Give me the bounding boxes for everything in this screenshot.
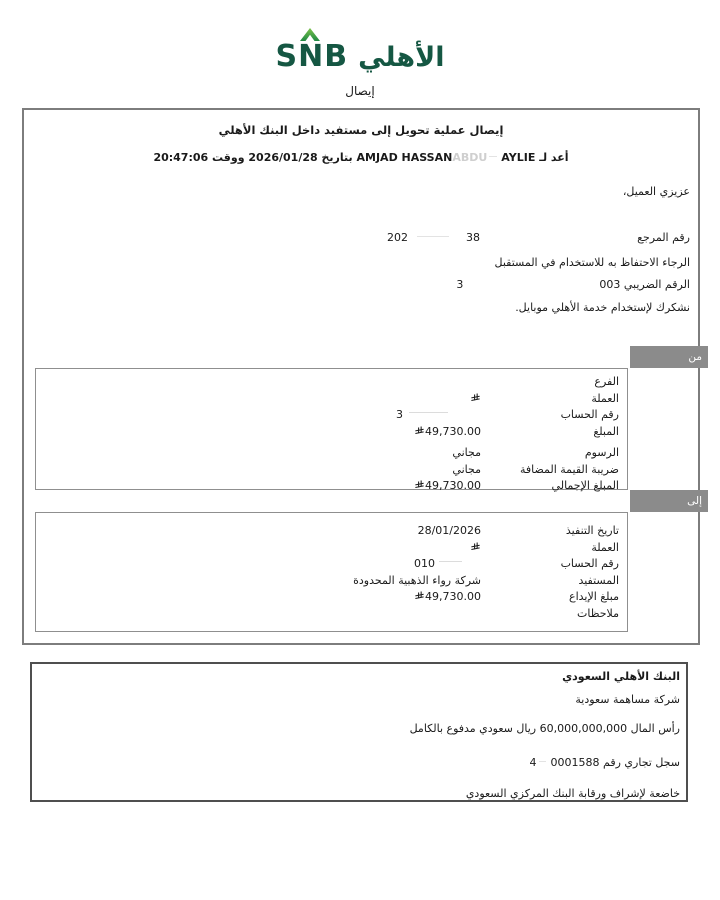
detail-row	[36, 407, 627, 424]
greeting: عزيزي العميل،	[622, 185, 690, 198]
reference-value: 202 38	[387, 231, 480, 244]
tax-line	[456, 278, 698, 291]
field-label: العملة	[591, 391, 619, 405]
snb-wordmark: SNB	[275, 39, 349, 74]
field-value: 49,730.00	[415, 589, 481, 606]
tax-label: الرقم الضريبي	[623, 278, 690, 291]
field-label: ضريبة القيمة المضافة	[519, 462, 619, 476]
detail-row	[36, 523, 627, 540]
detail-row	[36, 445, 627, 462]
customer-name: AMJAD HASSANABDU AYLIE	[356, 151, 536, 164]
sar-currency-icon	[415, 590, 425, 603]
field-label: المستفيد	[578, 573, 619, 587]
field-value: 49,730.00	[415, 478, 481, 495]
detail-row	[36, 589, 627, 606]
field-label: رقم الحساب	[560, 408, 619, 421]
field-label: تاريخ التنفيذ	[565, 524, 619, 537]
reference-label: رقم المرجع	[637, 231, 690, 244]
receipt-time: 20:47:06	[153, 151, 209, 164]
receipt-date: 2026/01/28	[248, 151, 318, 164]
to-details-box	[35, 512, 628, 632]
alahli-arabic-wordmark: الأهلي	[358, 42, 445, 73]
detail-row	[36, 478, 627, 495]
field-value	[471, 540, 481, 557]
field-label: العملة	[591, 540, 619, 554]
receipt-label: إيصال	[345, 84, 375, 98]
detail-row	[36, 573, 627, 590]
field-value: 28/01/2026	[417, 524, 481, 537]
thanks-line: نشكرك لإستخدام خدمة الأهلي موبايل.	[515, 301, 690, 314]
field-value: 49,730.00	[415, 424, 481, 441]
detail-row	[36, 391, 627, 408]
field-label: المبلغ الإجمالي	[551, 479, 619, 492]
prepared-prefix: أعد لـ	[539, 151, 569, 164]
cr-number: 4 0001588	[529, 755, 600, 769]
reference-row	[24, 231, 698, 247]
sar-currency-icon	[415, 479, 425, 492]
sar-currency-icon	[471, 541, 481, 554]
from-section-tab: من	[630, 346, 708, 368]
field-value: 3	[396, 407, 481, 424]
detail-row	[36, 424, 627, 441]
field-value: شركة رواء الذهبية المحدودة	[353, 573, 481, 587]
field-label: المبلغ	[593, 424, 619, 438]
customer-name-redacted: ABDU	[452, 151, 488, 164]
footer-cr-line	[38, 756, 680, 771]
redaction-gap	[537, 758, 551, 766]
tax-value: 3 003	[456, 278, 620, 291]
field-value: 010	[414, 556, 481, 573]
sar-currency-icon	[415, 425, 425, 438]
from-details-box	[35, 368, 628, 490]
cr-label: سجل تجاري رقم	[603, 755, 680, 769]
field-label: ملاحظات	[577, 606, 619, 620]
snb-chevron-icon	[299, 28, 321, 47]
redaction-gap	[487, 153, 501, 161]
redaction-gap	[435, 559, 481, 567]
field-value: مجاني	[452, 446, 481, 459]
detail-row	[36, 462, 627, 479]
field-label: الرسوم	[584, 446, 619, 459]
footer-supervision-line: خاضعة لإشراف ورقابة البنك المركزي السعودي	[465, 787, 680, 800]
sar-currency-icon	[471, 392, 481, 405]
receipt-title: إيصال عملية تحويل إلى مستفيد داخل البنك الأهلي	[218, 123, 504, 137]
detail-row	[36, 374, 627, 391]
time-label: ووقت	[212, 151, 245, 164]
prepared-line	[24, 151, 698, 164]
bank-footer-box	[30, 662, 688, 802]
date-label: بتاريخ	[321, 151, 353, 164]
redaction-gap	[408, 233, 466, 241]
field-label: الفرع	[594, 375, 619, 388]
redaction-gap	[403, 410, 481, 418]
footer-capital-line: رأس المال 60,000,000,000 ريال سعودي مدفوع بالكامل	[409, 722, 680, 735]
receipt-main-box	[22, 108, 700, 645]
keep-note: الرجاء الاحتفاظ به للاستخدام في المستقبل	[494, 256, 690, 269]
field-value	[471, 391, 481, 408]
to-section-tab: إلى	[630, 490, 708, 512]
detail-row	[36, 540, 627, 557]
field-label: مبلغ الإيداع	[569, 590, 619, 603]
snb-logo	[0, 14, 720, 72]
detail-row	[36, 606, 627, 623]
detail-row	[36, 556, 627, 573]
footer-company-type: شركة مساهمة سعودية	[575, 692, 680, 706]
field-value: مجاني	[452, 462, 481, 476]
field-label: رقم الحساب	[560, 557, 619, 570]
footer-bank-name: البنك الأهلي السعودي	[562, 670, 680, 683]
